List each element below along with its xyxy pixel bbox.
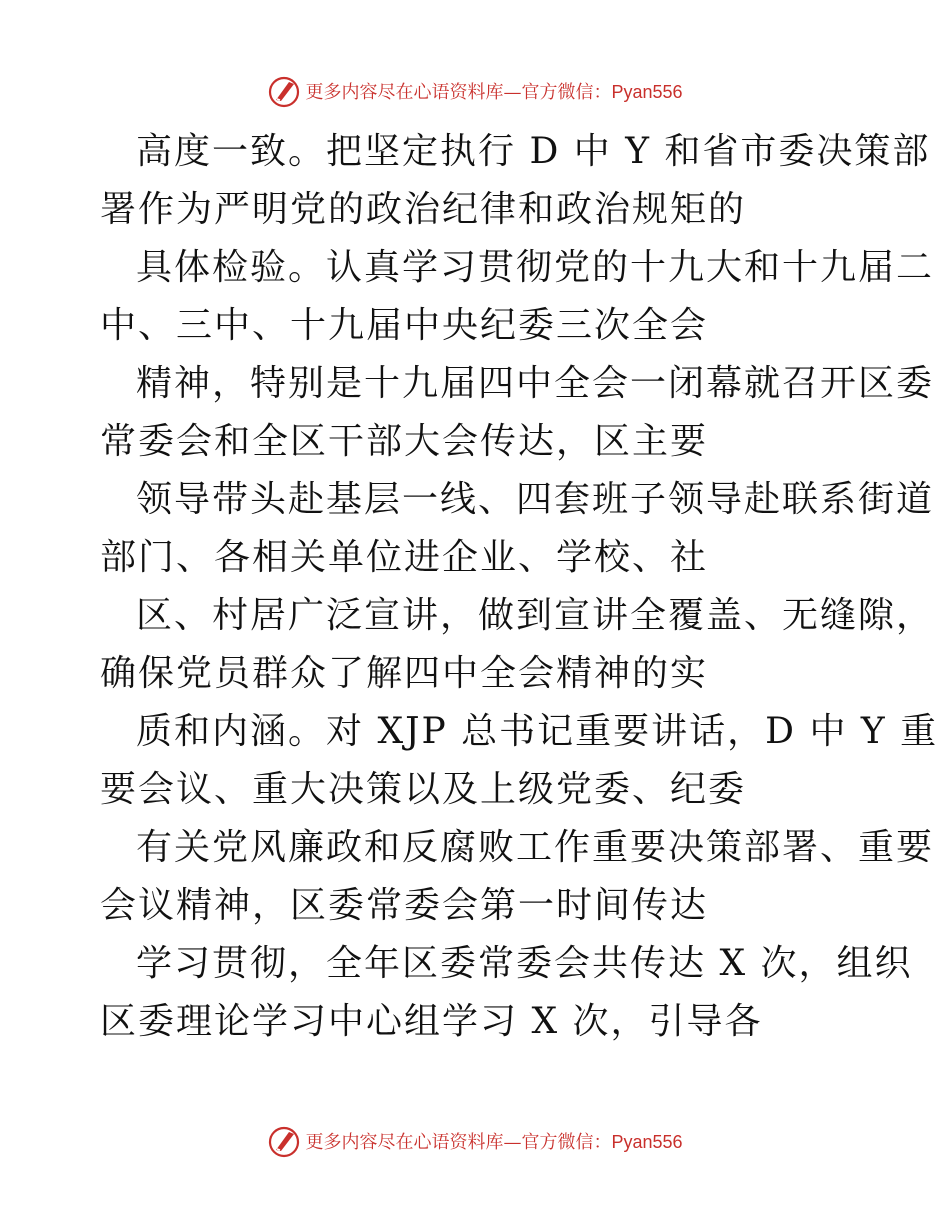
text-line: 常委会和全区干部大会传达，区主要 <box>100 421 709 462</box>
text-line: 署作为严明党的政治纪律和政治规矩的 <box>100 189 747 230</box>
text-line: 中、三中、十九届中央纪委三次全会 <box>100 305 709 346</box>
quill-pen-logo-icon <box>267 74 301 108</box>
document-body <box>100 123 939 1051</box>
text-line: 有关党风廉政和反腐败工作重要决策部署、重要 <box>136 827 935 868</box>
text-line: 要会议、重大决策以及上级党委、纪委 <box>100 769 747 810</box>
quill-pen-logo-icon <box>267 1124 301 1158</box>
footer-watermark <box>0 1121 950 1161</box>
watermark-wechat-id: Pyan556 <box>611 1132 683 1152</box>
text-line: 质和内涵。对 XJP 总书记重要讲话，D 中 Y 重 <box>136 711 939 752</box>
text-line: 确保党员群众了解四中全会精神的实 <box>100 653 709 694</box>
text-line: 精神，特别是十九届四中全会一闭幕就召开区委 <box>136 363 935 404</box>
text-line: 高度一致。把坚定执行 D 中 Y 和省市委决策部 <box>136 131 931 172</box>
watermark-wechat-id: Pyan556 <box>611 82 683 102</box>
watermark-text <box>305 78 682 104</box>
text-line: 区委理论学习中心组学习 X 次，引导各 <box>100 1001 763 1042</box>
text-line: 学习贯彻，全年区委常委会共传达 X 次，组织 <box>136 943 913 984</box>
text-line: 具体检验。认真学习贯彻党的十九大和十九届二 <box>136 247 935 288</box>
text-line: 部门、各相关单位进企业、学校、社 <box>100 537 709 578</box>
watermark-cn-text: 更多内容尽在心语资料库—官方微信： <box>305 82 612 103</box>
text-line: 区、村居广泛宣讲，做到宣讲全覆盖、无缝隙， <box>136 595 935 636</box>
watermark-text <box>305 1128 682 1154</box>
text-line: 会议精神，区委常委会第一时间传达 <box>100 885 709 926</box>
text-line: 领导带头赴基层一线、四套班子领导赴联系街道 <box>136 479 935 520</box>
header-watermark <box>0 71 950 111</box>
watermark-cn-text: 更多内容尽在心语资料库—官方微信： <box>305 1132 612 1153</box>
